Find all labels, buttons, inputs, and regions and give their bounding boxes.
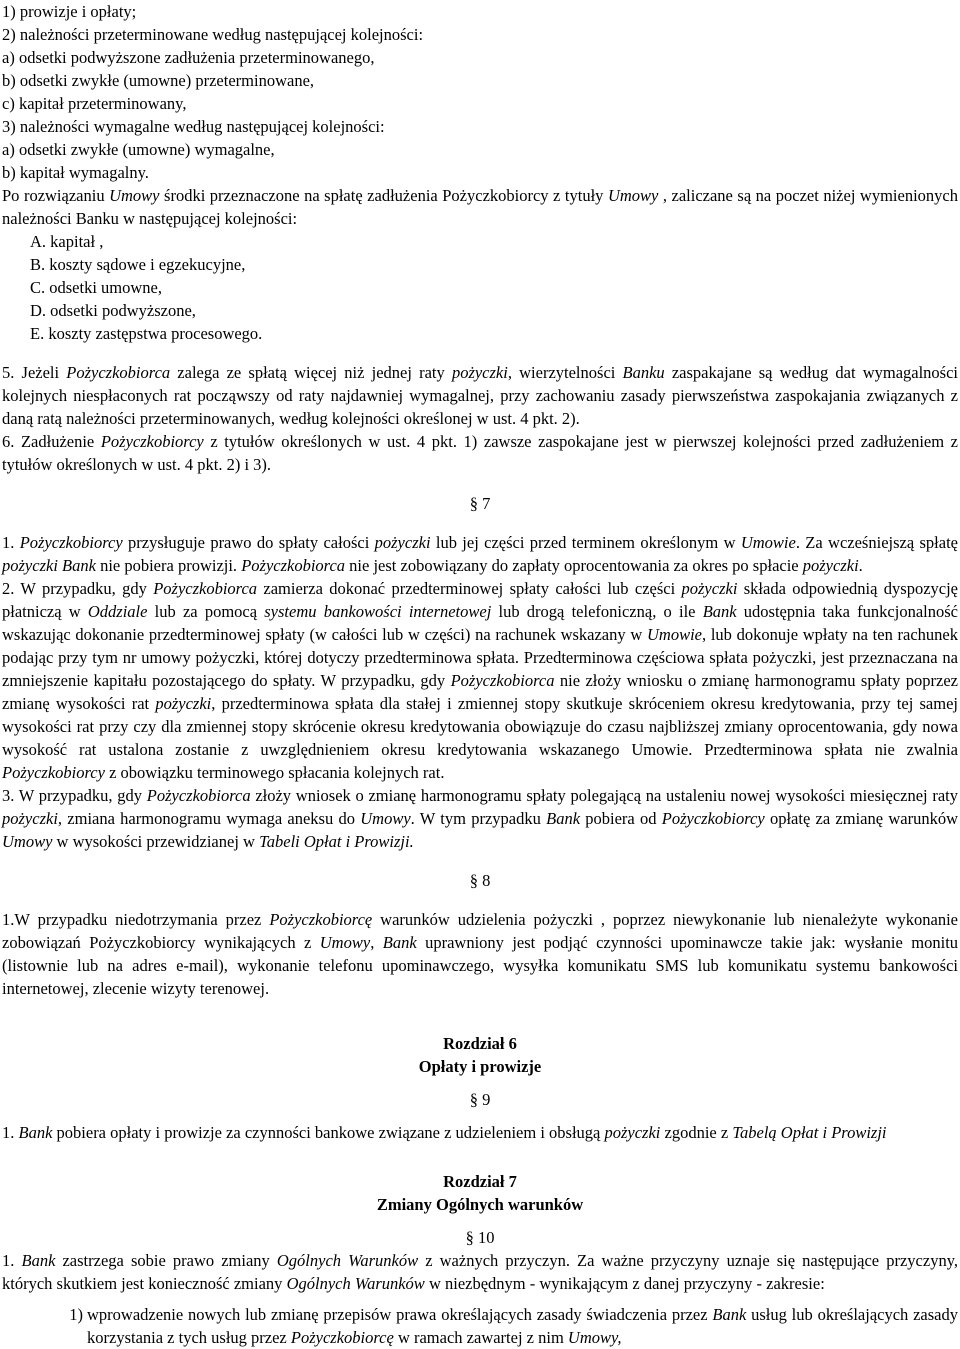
list-item: a) odsetki zwykłe (umowne) wymagalne, bbox=[2, 140, 275, 159]
text: Pożyczkobiorcy bbox=[100, 432, 204, 451]
text: Umowy bbox=[109, 186, 160, 205]
text: środki przeznaczone na spłatę zadłużenia Pożyczkobiorcy z tytuły bbox=[159, 186, 608, 205]
text: Umowy bbox=[360, 809, 411, 828]
text: pożyczki bbox=[155, 694, 212, 713]
text: zgodnie z bbox=[660, 1123, 733, 1142]
spacer bbox=[2, 1078, 958, 1088]
chapter-subtitle: Opłaty i prowizje bbox=[418, 1057, 542, 1076]
text: wprowadzenie nowych lub zmianę przepisów prawa określających zasady świadczenia przez bbox=[87, 1305, 713, 1324]
text: Pożyczkobiorca bbox=[66, 363, 171, 382]
text: Tabelą Opłat i Prowizji bbox=[732, 1123, 887, 1142]
spacer bbox=[2, 1111, 958, 1121]
text: składa odpowiednią dyspozycję płatniczą w bbox=[2, 579, 958, 621]
text: pożyczki bbox=[374, 533, 431, 552]
list-item bbox=[2, 1303, 958, 1349]
list-item: b) kapitał wymagalny. bbox=[2, 163, 149, 182]
list-item: a) odsetki podwyższone zadłużenia przeterminowanego, bbox=[2, 48, 375, 67]
text: zastrzega sobie prawo zmiany bbox=[55, 1251, 277, 1270]
text: Oddziale bbox=[87, 602, 148, 621]
text: w niezbędnym - wynikającym z danej przyczyny - zakresie: bbox=[424, 1274, 825, 1293]
chapter-title: Rozdział 7 bbox=[443, 1172, 517, 1191]
section-7-paragraph-3 bbox=[2, 784, 958, 853]
list-item: 3) należności wymagalne według następującej kolejności: bbox=[2, 117, 385, 136]
text: zamierza dokonać przedterminowej spłaty całości lub części bbox=[257, 579, 682, 598]
text: Pożyczkobiorcy bbox=[2, 763, 105, 782]
spacer bbox=[2, 892, 958, 908]
text: w wysokości przewidzianej w bbox=[52, 832, 260, 851]
text: nie jest zobowiązany do zapłaty oprocentowania za okres po spłacie bbox=[345, 556, 803, 575]
paragraph-after-termination bbox=[2, 184, 958, 230]
text: 2. W przypadku, gdy bbox=[2, 579, 154, 598]
text: usług lub określających zasady korzystania z tych usług przez bbox=[87, 1305, 958, 1347]
spacer bbox=[2, 853, 958, 869]
text: z ważnych przyczyn. Za ważne przyczyny uznaje się następujące przyczyny, których skutkiem jest konieczność zmiany bbox=[2, 1251, 958, 1293]
paragraph-5 bbox=[2, 361, 958, 430]
text: Umowy, bbox=[567, 1328, 622, 1347]
list-item: b) odsetki zwykłe (umowne) przeterminowane, bbox=[2, 71, 315, 90]
spacer bbox=[2, 1216, 958, 1226]
text: z obowiązku terminowego spłacania kolejnych rat. bbox=[104, 763, 445, 782]
text: Banku bbox=[622, 363, 665, 382]
text: pobiera od bbox=[580, 809, 662, 828]
list-item: c) kapitał przeterminowany, bbox=[2, 94, 187, 113]
text: . bbox=[858, 556, 863, 575]
chapter-title: Rozdział 6 bbox=[443, 1034, 517, 1053]
text: udostępnia taka funkcjonalność wskazując dokonanie przedterminowej spłaty (w całości lub w części) na rachunek wskazany w bbox=[2, 602, 958, 644]
text: , bbox=[370, 933, 383, 952]
text: zaspakajane są według dat wymagalności kolejnych niespłaconych rat począwszy od raty najdawniej wymagalnej, przy zachowaniu zasady pierwszeństwa zaspokajania związanych z daną ratą należności przeterminowanych, według kolejności określonej w ust. 4 pkt. 2). bbox=[2, 363, 959, 428]
text: nie złoży wniosku o zmianę harmonogramu spłaty poprzez zmianę wysokości rat bbox=[2, 671, 958, 713]
text: , zaliczane są na poczet niżej wymienionych należności Banku w następującej kolejności: bbox=[2, 186, 958, 228]
text: systemu bankowości internetowej bbox=[264, 602, 492, 621]
text: Bank bbox=[712, 1305, 747, 1324]
text: Bank bbox=[18, 1123, 53, 1142]
text: pożyczki Bank bbox=[2, 556, 96, 575]
text: Ogólnych Warunków bbox=[286, 1274, 425, 1293]
text: 5. Jeżeli bbox=[2, 363, 67, 382]
text: . W tym przypadku bbox=[410, 809, 547, 828]
text: 1. bbox=[2, 1251, 22, 1270]
section-heading: § 10 bbox=[465, 1228, 495, 1247]
text: Pożyczkobiorca bbox=[450, 671, 555, 690]
spacer bbox=[2, 1144, 958, 1160]
text: . Za wcześniejszą spłatę bbox=[795, 533, 958, 552]
text: Pożyczkobiorca bbox=[153, 579, 258, 598]
text: Umowy bbox=[607, 186, 659, 205]
spacer bbox=[2, 1016, 958, 1032]
section-8-paragraph-1 bbox=[2, 908, 958, 1000]
letter-list bbox=[2, 230, 958, 345]
text: 1. bbox=[2, 533, 20, 552]
text: Bank bbox=[382, 933, 417, 952]
list-item: C. odsetki umowne, bbox=[30, 278, 162, 297]
spacer bbox=[2, 1000, 958, 1016]
text: z tytułów określonych w ust. 4 pkt. 1) zawsze zaspokajane jest w pierwszej kolejności przed zadłużeniem z tytułów określonych w ust. 4 pkt. 2) i 3). bbox=[2, 432, 958, 474]
section-heading: § 7 bbox=[469, 494, 491, 513]
text: pożyczki bbox=[681, 579, 738, 598]
list-item: 2) należności przeterminowane według następującej kolejności: bbox=[2, 25, 424, 44]
text: Tabeli Opłat i Prowizji. bbox=[259, 832, 414, 851]
text: nie pobiera prowizji. bbox=[95, 556, 242, 575]
text: warunków udzielenia pożyczki , poprzez niewykonanie lub nienależyte wykonanie zobowiązań Pożyczkobiorcy wynikających z bbox=[2, 910, 959, 952]
text: Pożyczkobiorcę bbox=[290, 1328, 394, 1347]
text: zalega ze spłatą więcej niż jednej raty bbox=[170, 363, 452, 382]
text: pożyczki bbox=[604, 1123, 661, 1142]
list-item: 1) prowizje i opłaty; bbox=[2, 2, 137, 21]
text: Po rozwiązaniu bbox=[2, 186, 110, 205]
text: Bank bbox=[21, 1251, 56, 1270]
list-item: A. kapitał , bbox=[30, 232, 104, 251]
list-number: 1) bbox=[69, 1305, 83, 1324]
text: Umowy bbox=[2, 832, 53, 851]
list-item: E. koszty zastępstwa procesowego. bbox=[30, 324, 263, 343]
paragraph-6 bbox=[2, 430, 958, 476]
text: przysługuje prawo do spłaty całości bbox=[122, 533, 375, 552]
text: 1. bbox=[2, 1123, 19, 1142]
text: , zmiana harmonogramu wymaga aneksu do bbox=[57, 809, 361, 828]
chapter-subtitle: Zmiany Ogólnych warunków bbox=[376, 1195, 584, 1214]
text: Pożyczkobiorca bbox=[146, 786, 251, 805]
list-item: D. odsetki podwyższone, bbox=[30, 301, 196, 320]
text: Bank bbox=[702, 602, 737, 621]
text: 3. W przypadku, gdy bbox=[2, 786, 147, 805]
text: uprawniony jest podjąć czynności upominawcze takie jak: wysłanie monitu (listownie lub na adres e-mail), wykonanie telefonu upominawczego, wysyłka komunikatu SMS lub komunikatu systemu bankowości internetowej, zlecenie wizyty terenowej. bbox=[2, 933, 959, 998]
text: Umowie bbox=[740, 533, 796, 552]
section-10-paragraph-1 bbox=[2, 1249, 958, 1295]
spacer bbox=[2, 515, 958, 531]
text: Ogólnych Warunków bbox=[276, 1251, 419, 1270]
spacer bbox=[2, 345, 958, 361]
spacer bbox=[2, 476, 958, 492]
text: opłatę za zmianę warunków bbox=[764, 809, 958, 828]
text: złoży wniosek o zmianę harmonogramu spłaty polegającą na ustaleniu nowej wysokości miesięcznej raty bbox=[250, 786, 958, 805]
text: pożyczki bbox=[802, 556, 859, 575]
spacer bbox=[2, 1160, 958, 1170]
section-heading: § 9 bbox=[469, 1090, 491, 1109]
section-7-paragraph-2 bbox=[2, 577, 958, 784]
text: Pożyczkobiorcy bbox=[19, 533, 123, 552]
text: , przedterminowa spłata dla stałej i zmiennej stopy skutkuje skróceniem okresu kredytowania, przy tej samej wysokości rat przy czy dla zmiennej stopy skrócenie okresu kredytowania obowiązuje do czasu najbliższej zmiany oprocentowania, gdy nowa wysokość rat ustalona zostanie z uwzględnieniem okresu kredytowania wskazanego Umowie. Przedterminowa spłata nie zwalnia bbox=[2, 694, 958, 759]
text: 1.W przypadku niedotrzymania przez bbox=[2, 910, 270, 929]
text: pożyczki bbox=[2, 809, 58, 828]
section-heading: § 8 bbox=[469, 871, 491, 890]
text: , wierzytelności bbox=[507, 363, 623, 382]
text: pożyczki bbox=[451, 363, 508, 382]
text: Umowy bbox=[319, 933, 371, 952]
list-text bbox=[87, 1303, 958, 1349]
text: Pożyczkobiorcę bbox=[269, 910, 373, 929]
text: Bank bbox=[546, 809, 581, 828]
text: , lub dokonuje wpłaty na ten rachunek podając przy tym nr umowy pożyczki, której dotyczy przedterminowa spłata. Przedterminowa częściowa spłata pożyczki, jest przeznaczana na zmniejszenie kapitału pozostającego do spłaty. W przypadku, gdy bbox=[2, 625, 958, 690]
section-9-paragraph-1 bbox=[2, 1121, 958, 1144]
list-item: B. koszty sądowe i egzekucyjne, bbox=[30, 255, 246, 274]
text: w ramach zawartej z nim bbox=[393, 1328, 568, 1347]
text: Umowie bbox=[646, 625, 702, 644]
text: Pożyczkobiorcy bbox=[661, 809, 765, 828]
text: lub za pomocą bbox=[147, 602, 265, 621]
text: pobiera opłaty i prowizje za czynności bankowe związane z udzieleniem i obsługą bbox=[52, 1123, 605, 1142]
text: 6. Zadłużenie bbox=[2, 432, 101, 451]
text: lub jej części przed terminem określonym w bbox=[430, 533, 741, 552]
text: lub drogą telefoniczną, o ile bbox=[491, 602, 703, 621]
section-7-paragraph-1 bbox=[2, 531, 958, 577]
text: Pożyczkobiorca bbox=[241, 556, 346, 575]
top-list bbox=[2, 0, 958, 184]
